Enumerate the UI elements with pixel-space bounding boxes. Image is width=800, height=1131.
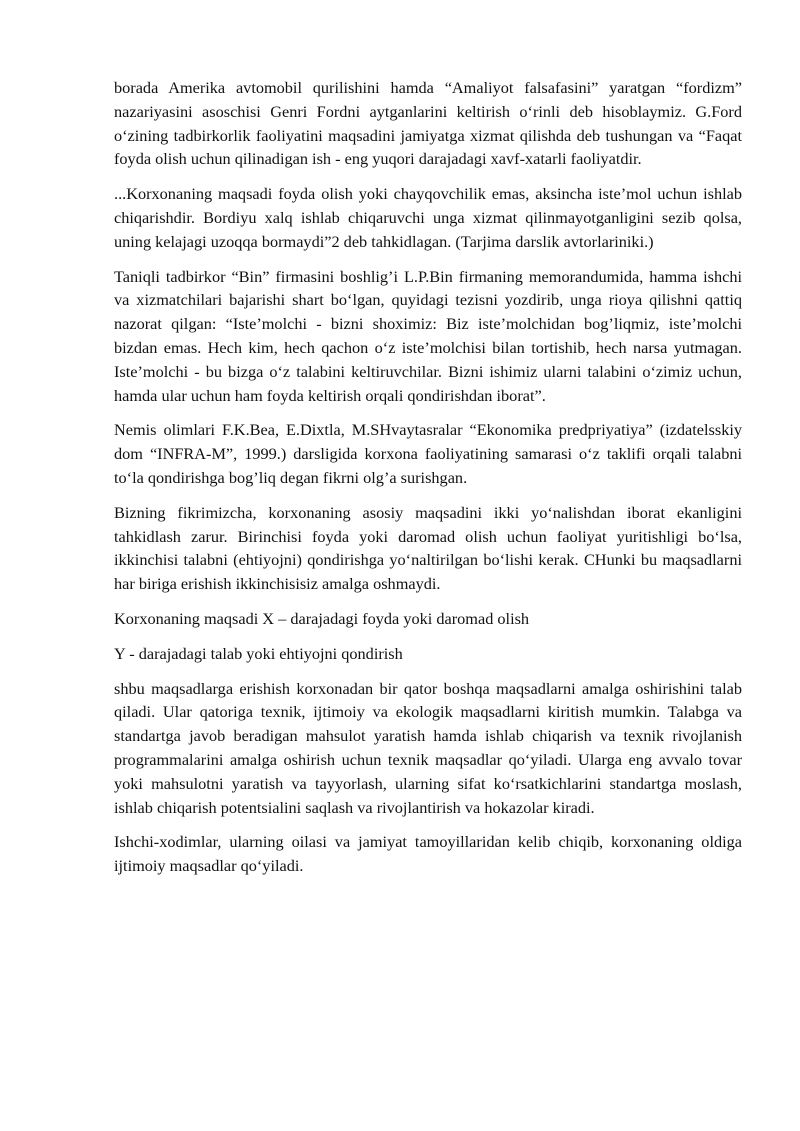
goal-line-y: Y - darajadagi talab yoki ehtiyojni qondirish	[114, 643, 403, 663]
document-page	[114, 76, 742, 889]
paragraph-bin-memorandum: Taniqli tadbirkor “Bin” firmasini boshlig’i L.P.Bin firmaning memorandumida, hamma ishchi va xizmatchilari bajarishi shart bo‘lgan, quyidagi tezisni yozdirib, unga rioya qilishni qattiq nazorat qilgan: “Iste’molchi - bizni shoximiz: Biz iste’molchidan bog’liqmiz, iste’molchi bizdan emas. Hech kim, hech qachon o‘z iste’molchisi bilan tortishib, hech narsa yutmagan. Iste’molchi - bu bizga o‘z talabini keltiruvchilar. Bizni ishimiz ularni talabini o‘zimiz uchun, hamda ular uchun ham foyda keltirish orqali qondirishdan iborat”.	[114, 266, 742, 405]
paragraph-german-scholars: Nemis olimlari F.K.Bea, E.Dixtla, M.SHvaytasralar “Ekonomika predpriyatiya” (izdatelsskiy dom “INFRA-M”, 1999.) darsligida korxona faoliyatining samarasi o‘z taklifi orqali talabni to‘la qondirishga bog’liq degan fikrni olg’a surishgan.	[114, 420, 742, 487]
goal-line-x: Korxonaning maqsadi X – darajadagi foyda yoki daromad olish	[114, 608, 530, 628]
paragraph-ford-quote: ...Korxonaning maqsadi foyda olish yoki chayqovchilik emas, aksincha iste’mol uchun ishlab chiqarishdir. Bordiyu xalq ishlab chiqaruvchi unga xizmat qilinmayotganligini sezib qolsa, uning kelajagi uzoqqa bormaydi”2 deb tahkidlagan. (Tarjima darslik avtorlariniki.)	[114, 184, 742, 251]
paragraph-social-goals: Ishchi-xodimlar, ularning oilasi va jamiyat tamoyillaridan kelib chiqib, korxonaning oldiga ijtimoiy maqsadlar qo‘yiladi.	[114, 832, 742, 876]
paragraph-two-goals: Bizning fikrimizcha, korxonaning asosiy maqsadini ikki yo‘nalishdan iborat ekanligini tahkidlash zarur. Birinchisi foyda yoki daromad olish uchun faoliyat yuritishligi bo‘lsa, ikkinchisi talabni (ehtiyojni) qondirishga yo‘naltirilgan bo‘lishi kerak. CHunki bu maqsadlarni har biriga erishish ikkinchisisiz amalga oshmaydi.	[114, 502, 742, 594]
paragraph-fordism: borada Amerika avtomobil qurilishini hamda “Amaliyot falsafasini” yaratgan “fordizm” nazariyasini asoschisi Genri Fordni aytganlarini keltirish o‘rinli deb hisoblaymiz. G.Ford o‘zining tadbirkorlik faoliyatini maqsadini jamiyatga xizmat qilishda deb tushungan va “Faqat foyda olish uchun qilinadigan ish - eng yuqori darajadagi xavf-xatarli faoliyatdir.	[114, 78, 742, 169]
paragraph-technical-goals: shbu maqsadlarga erishish korxonadan bir qator boshqa maqsadlarni amalga oshirishini talab qiladi. Ular qatoriga texnik, ijtimoiy va ekologik maqsadlarni kiritish mumkin. Talabga va standartga javob beradigan mahsulot yaratish hamda ishlab chiqarish va texnik rivojlanish programmalarini amalga oshirish uchun texnik maqsadlar qo‘yiladi. Ularga eng avvalo tovar yoki mahsulotni yaratish va tayyorlash, ularning sifat ko‘rsatkichlarini standartga moslash, ishlab chiqarish potentsialini saqlash va rivojlantirish va hokazolar kiradi.	[114, 678, 742, 817]
